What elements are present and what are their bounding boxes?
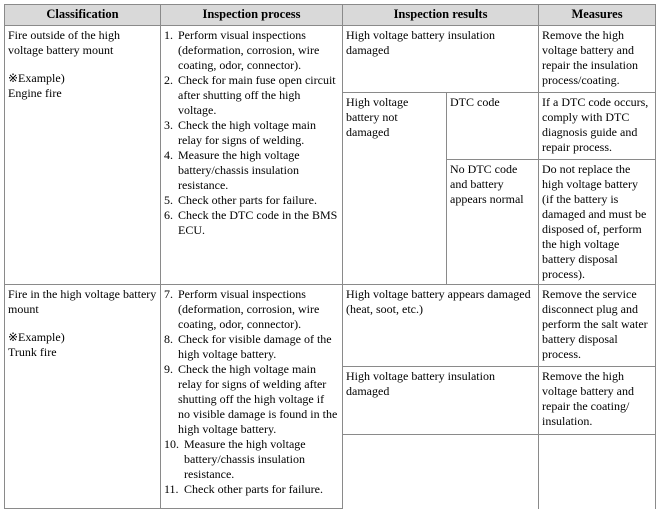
step-text: Check the high voltage main relay for signs of welding after shutting off the high voltage if no visible damage is found in the high voltage battery. <box>178 362 338 436</box>
case1-row-damaged <box>5 26 656 93</box>
step-text: Check for visible damage of the high voltage battery. <box>178 332 332 361</box>
case2-empty-measure <box>539 435 656 509</box>
step-number: 11. <box>164 482 179 496</box>
case2-result-damaged: High voltage battery appears damaged (heat, soot, etc.) <box>343 285 539 367</box>
case2-measure-insulation: Remove the high voltage battery and repair the coating/ insulation. <box>539 367 656 435</box>
case1-result-damaged: High voltage battery insulation damaged <box>343 26 539 93</box>
step-text: Check the DTC code in the BMS ECU. <box>178 208 338 237</box>
step-text: Perform visual inspections (deformation, corrosion, wire coating, odor, connector). <box>178 287 320 331</box>
case1-step <box>164 148 339 193</box>
case1-step <box>164 73 339 118</box>
header-classification: Classification <box>5 5 161 26</box>
case2-row-damaged <box>5 285 656 367</box>
case1-example-text: Engine fire <box>8 86 62 100</box>
case1-no-dtc: No DTC code and battery appears normal <box>447 160 539 285</box>
case1-result-not-damaged: High voltage battery not damaged <box>343 93 447 285</box>
case1-measure-damaged: Remove the high voltage battery and repair the insulation process/coating. <box>539 26 656 93</box>
step-number: 4. <box>164 148 173 162</box>
case2-step <box>164 287 339 332</box>
step-number: 7. <box>164 287 173 301</box>
case2-steps <box>164 287 339 497</box>
step-text: Check other parts for failure. <box>178 193 317 207</box>
step-text: Check for main fuse open circuit after shutting off the high voltage. <box>178 73 336 117</box>
case2-step <box>164 437 339 482</box>
case1-classification: Fire outside of the high voltage battery mount <box>8 28 120 57</box>
header-measures: Measures <box>539 5 656 26</box>
inspection-document <box>4 4 655 509</box>
step-text: Perform visual inspections (deformation, corrosion, wire coating, odor, connector). <box>178 28 320 72</box>
case2-example-text: Trunk fire <box>8 345 57 359</box>
case1-step <box>164 118 339 148</box>
step-number: 9. <box>164 362 173 376</box>
step-number: 1. <box>164 28 173 42</box>
step-text: Measure the high voltage battery/chassis insulation resistance. <box>184 437 306 481</box>
step-text: Measure the high voltage battery/chassis insulation resistance. <box>178 148 300 192</box>
step-text: Check other parts for failure. <box>184 482 323 496</box>
step-number: 8. <box>164 332 173 346</box>
case2-classification: Fire in the high voltage battery mount <box>8 287 157 316</box>
header-row <box>5 5 656 26</box>
case1-step <box>164 208 339 238</box>
case2-empty-result <box>343 435 539 509</box>
step-text: Check the high voltage main relay for signs of welding. <box>178 118 316 147</box>
step-number: 3. <box>164 118 173 132</box>
case1-measure-no-dtc: Do not replace the high voltage battery (if the battery is damaged and must be disposed of, perform the high voltage battery disposal process). <box>539 160 656 285</box>
header-inspection-results: Inspection results <box>343 5 539 26</box>
case2-step <box>164 362 339 437</box>
case2-measure-damaged: Remove the service disconnect plug and perform the salt water battery disposal process. <box>539 285 656 367</box>
case1-classification-cell <box>5 26 161 285</box>
step-number: 2. <box>164 73 173 87</box>
inspection-table <box>4 4 656 509</box>
case1-step <box>164 193 339 208</box>
case1-steps <box>164 28 339 238</box>
case2-step <box>164 482 339 497</box>
case2-result-insulation: High voltage battery insulation damaged <box>343 367 539 435</box>
case1-process-cell <box>161 26 343 285</box>
case2-example-label: ※Example) <box>8 330 65 344</box>
step-number: 5. <box>164 193 173 207</box>
case2-process-cell <box>161 285 343 509</box>
case2-step <box>164 332 339 362</box>
step-number: 10. <box>164 437 179 451</box>
case2-classification-cell <box>5 285 161 509</box>
case1-measure-dtc: If a DTC code occurs, comply with DTC diagnosis guide and repair process. <box>539 93 656 160</box>
case1-step <box>164 28 339 73</box>
case1-dtc-code: DTC code <box>447 93 539 160</box>
header-inspection-process: Inspection process <box>161 5 343 26</box>
step-number: 6. <box>164 208 173 222</box>
case1-example-label: ※Example) <box>8 71 65 85</box>
